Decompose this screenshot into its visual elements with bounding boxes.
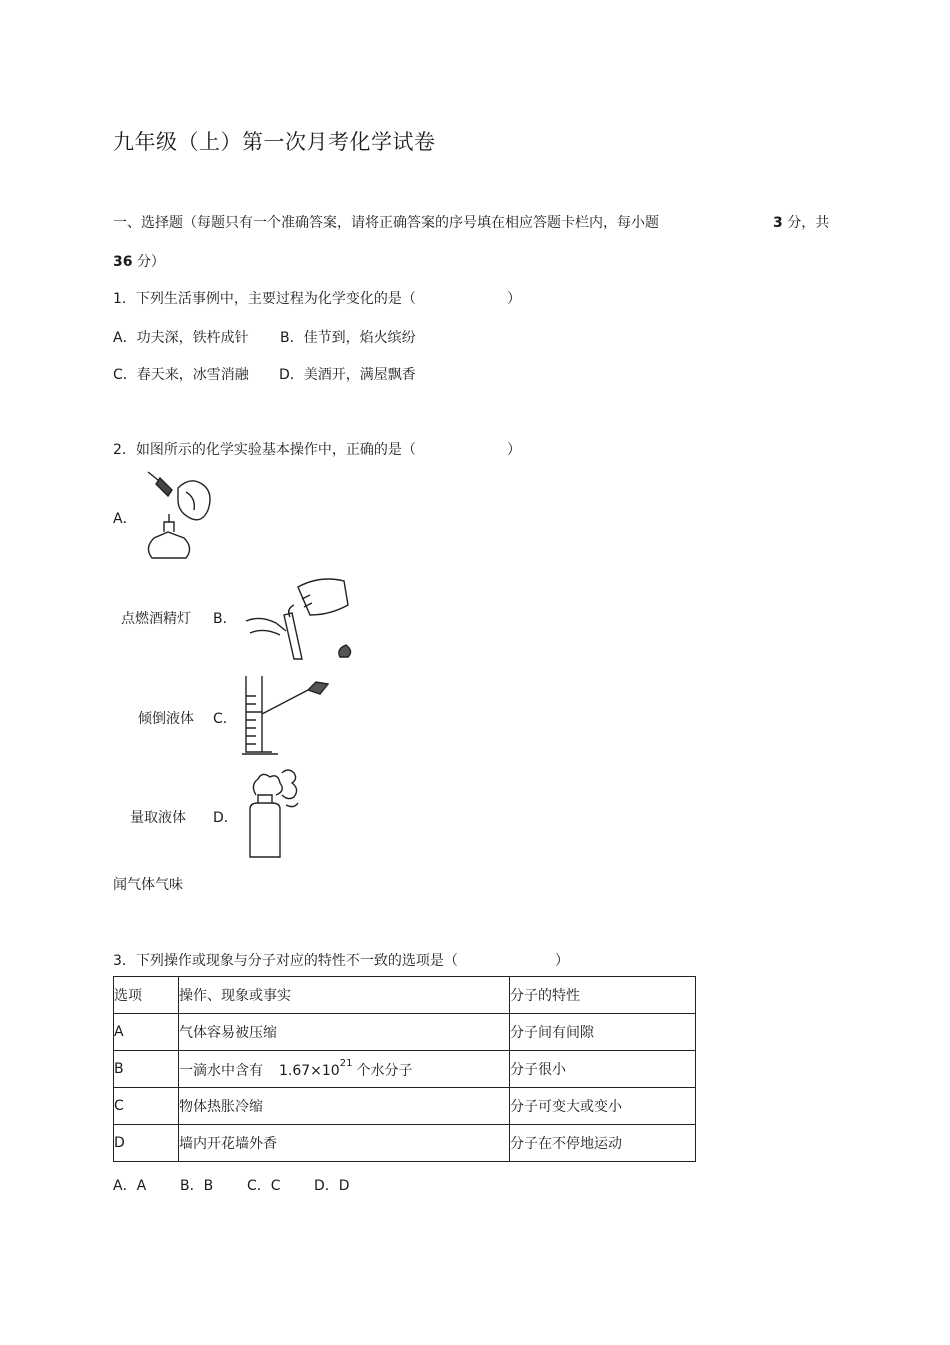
q3-answer-a: A．A bbox=[113, 1178, 147, 1194]
table-header-option: 选项 bbox=[114, 977, 179, 1014]
q1-stem: 1．下列生活事例中，主要过程为化学变化的是（ bbox=[113, 291, 416, 307]
table-row bbox=[114, 1051, 696, 1088]
table-header-row bbox=[114, 977, 696, 1014]
table-row bbox=[114, 1088, 696, 1125]
q2-caption-d: 闻气体气味 bbox=[113, 877, 183, 893]
row-option: C bbox=[114, 1088, 179, 1125]
points-mid-text: 分，共 bbox=[787, 215, 830, 231]
q2-option-c-letter: C． bbox=[213, 711, 237, 727]
points-each: 3 bbox=[773, 215, 783, 231]
q2-option-d-letter: D． bbox=[213, 810, 238, 826]
row-property: 分子间有间隙 bbox=[510, 1014, 696, 1051]
row-fact: 物体热胀冷缩 bbox=[179, 1088, 510, 1125]
graduated-cylinder-icon bbox=[238, 672, 334, 758]
alcohol-lamp-lighting-icon bbox=[138, 470, 218, 560]
total-points: 36 bbox=[113, 254, 133, 270]
q3-answer-b: B．B bbox=[180, 1178, 214, 1194]
q3-answer-c: C．C bbox=[247, 1178, 281, 1194]
q1-option-c: C．春天来，冰雪消融 bbox=[113, 367, 249, 383]
q2-caption-c: 量取液体 bbox=[130, 810, 186, 826]
page-title: 九年级（上）第一次月考化学试卷 bbox=[113, 130, 436, 154]
table-row bbox=[114, 1014, 696, 1051]
q2-option-b-letter: B． bbox=[213, 611, 237, 627]
row-property: 分子在不停地运动 bbox=[510, 1125, 696, 1162]
row-property: 分子可变大或变小 bbox=[510, 1088, 696, 1125]
table-header-fact: 操作、现象或事实 bbox=[179, 977, 510, 1014]
pouring-liquid-icon bbox=[240, 575, 352, 663]
total-points-suffix: 分） bbox=[136, 254, 165, 270]
q2-close-paren: ） bbox=[507, 442, 521, 458]
q1-option-b: B．佳节到，焰火缤纷 bbox=[280, 330, 416, 346]
smelling-gas-bottle-icon bbox=[242, 765, 304, 861]
q1-option-a: A．功夫深，铁杵成针 bbox=[113, 330, 249, 346]
fact-suffix: 个水分子 bbox=[356, 1063, 413, 1079]
q2-option-a-letter: A． bbox=[113, 511, 137, 527]
row-fact: 气体容易被压缩 bbox=[179, 1014, 510, 1051]
table-header-property: 分子的特性 bbox=[510, 977, 696, 1014]
row-option: A bbox=[114, 1014, 179, 1051]
row-option: B bbox=[114, 1051, 179, 1088]
q2-caption-a: 点燃酒精灯 bbox=[121, 611, 191, 627]
row-property: 分子很小 bbox=[510, 1051, 696, 1088]
q3-answer-d: D．D bbox=[314, 1178, 350, 1194]
row-fact bbox=[179, 1051, 510, 1088]
section-points-line bbox=[773, 212, 829, 232]
section-total-line bbox=[113, 251, 165, 271]
fact-exponent: 21 bbox=[339, 1058, 353, 1069]
q2-caption-b: 倾倒液体 bbox=[138, 711, 194, 727]
q1-close-paren: ） bbox=[507, 291, 521, 307]
q3-table bbox=[113, 976, 696, 1162]
table-row bbox=[114, 1125, 696, 1162]
row-fact: 墙内开花墙外香 bbox=[179, 1125, 510, 1162]
q2-stem: 2．如图所示的化学实验基本操作中，正确的是（ bbox=[113, 442, 416, 458]
fact-number: 1.67×10 bbox=[279, 1063, 340, 1079]
q3-stem: 3．下列操作或现象与分子对应的特性不一致的选项是（ bbox=[113, 953, 458, 969]
section-heading: 一、选择题（每题只有一个准确答案，请将正确答案的序号填在相应答题卡栏内，每小题 bbox=[113, 215, 659, 231]
q1-option-d: D．美酒开，满屋飘香 bbox=[279, 367, 416, 383]
fact-prefix: 一滴水中含有 bbox=[179, 1063, 263, 1079]
row-option: D bbox=[114, 1125, 179, 1162]
q3-close-paren: ） bbox=[555, 953, 569, 969]
